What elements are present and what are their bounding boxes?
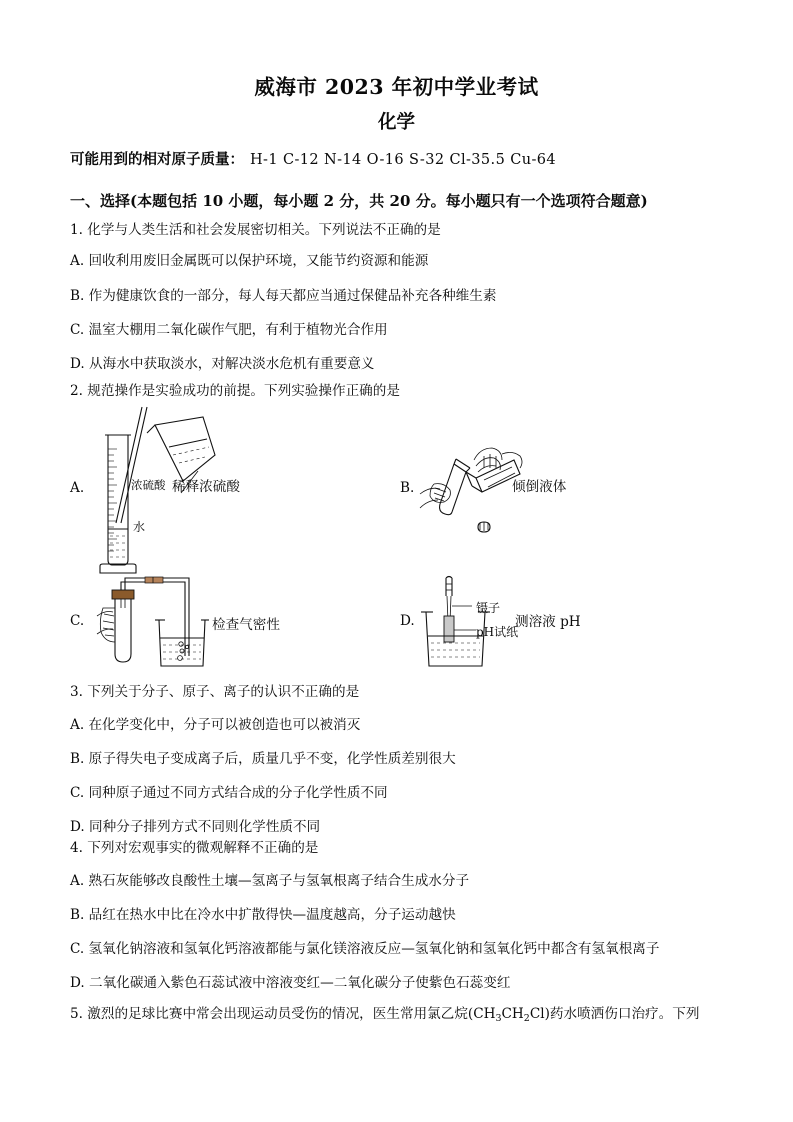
question-1-option-d: D. 从海水中获取淡水，对解决淡水危机有重要意义 <box>70 356 375 372</box>
question-2-stem: 2. 规范操作是实验成功的前提。下列实验操作正确的是 <box>70 383 400 399</box>
question-2-option-c-label: C. <box>70 613 85 629</box>
concentrated-acid-annotation: 浓硫酸 <box>131 478 166 492</box>
question-5-text-after: )药水喷洒伤口治疗。下列 <box>544 1006 700 1022</box>
question-3-option-a: A. 在化学变化中，分子可以被创造也可以被消灭 <box>70 717 361 733</box>
page-title: 威海市 2023 年初中学业考试 <box>254 75 539 99</box>
section-heading: 一、选择(本题包括 10 小题，每小题 2 分，共 20 分。每小题只有一个选项符合题意) <box>70 192 648 210</box>
formula-segment-3: Cl <box>529 1006 545 1022</box>
question-2-option-c-caption: 检查气密性 <box>212 617 280 633</box>
question-4-stem: 4. 下列对宏观事实的微观解释不正确的是 <box>70 840 319 856</box>
question-5-text-before: 5. 激烈的足球比赛中常会出现运动员受伤的情况，医生常用氯乙烷( <box>70 1006 474 1022</box>
question-1-option-b: B. 作为健康饮食的一部分，每人每天都应当通过保健品补充各种维生素 <box>70 288 497 304</box>
tweezers-annotation: 镊子 <box>476 601 501 615</box>
formula-segment-1: CH <box>473 1006 496 1022</box>
question-2-option-d-caption: 测溶液 pH <box>515 614 581 630</box>
atomic-mass-line <box>70 148 556 169</box>
question-1-option-a: A. 回收利用废旧金属既可以保护环境，又能节约资源和能源 <box>70 253 429 269</box>
formula-subscript-1: 3 <box>495 1012 502 1024</box>
question-4-option-c: C. 氢氧化钠溶液和氢氧化钙溶液都能与氯化镁溶液反应—氢氧化钠和氢氧化钙中都含有氢氧根离子 <box>70 941 660 957</box>
question-3-option-d: D. 同种分子排列方式不同则化学性质不同 <box>70 819 321 835</box>
question-3-option-b: B. 原子得失电子变成离子后，质量几乎不变，化学性质差别很大 <box>70 751 456 767</box>
question-5-stem <box>70 1004 699 1024</box>
formula-segment-2: CH <box>501 1006 524 1022</box>
question-1-option-c: C. 温室大棚用二氧化碳作气肥，有利于植物光合作用 <box>70 322 388 338</box>
question-3-stem: 3. 下列关于分子、原子、离子的认识不正确的是 <box>70 684 360 700</box>
question-3-option-c: C. 同种原子通过不同方式结合成的分子化学性质不同 <box>70 785 388 801</box>
question-4-option-d: D. 二氧化碳通入紫色石蕊试液中溶液变红—二氧化碳分子使紫色石蕊变红 <box>70 975 511 991</box>
subject-title: 化学 <box>377 112 415 133</box>
question-4-option-a: A. 熟石灰能够改良酸性土壤—氢离子与氢氧根离子结合生成水分子 <box>70 873 470 889</box>
question-2-option-b-label: B. <box>400 480 415 496</box>
question-2-option-a-label: A. <box>70 480 85 496</box>
question-2-option-d-label: D. <box>400 613 415 629</box>
airtightness-check-diagram <box>97 576 207 672</box>
question-4-option-b: B. 品红在热水中比在冷水中扩散得快—温度越高，分子运动越快 <box>70 907 456 923</box>
question-2-option-a-caption: 稀释浓硫酸 <box>172 479 240 495</box>
chemical-formula <box>473 1006 544 1022</box>
water-annotation: 水 <box>133 520 146 534</box>
atomic-mass-label: 可能用到的相对原子质量： <box>70 151 244 168</box>
question-1-stem: 1. 化学与人类生活和社会发展密切相关。下列说法不正确的是 <box>70 222 441 238</box>
question-2-option-b-caption: 倾倒液体 <box>512 479 567 495</box>
ph-paper-annotation: pH试纸 <box>476 625 519 639</box>
formula-subscript-2: 2 <box>523 1012 530 1024</box>
atomic-mass-values: H-1 C-12 N-14 O-16 S-32 Cl-35.5 Cu-64 <box>250 152 556 168</box>
